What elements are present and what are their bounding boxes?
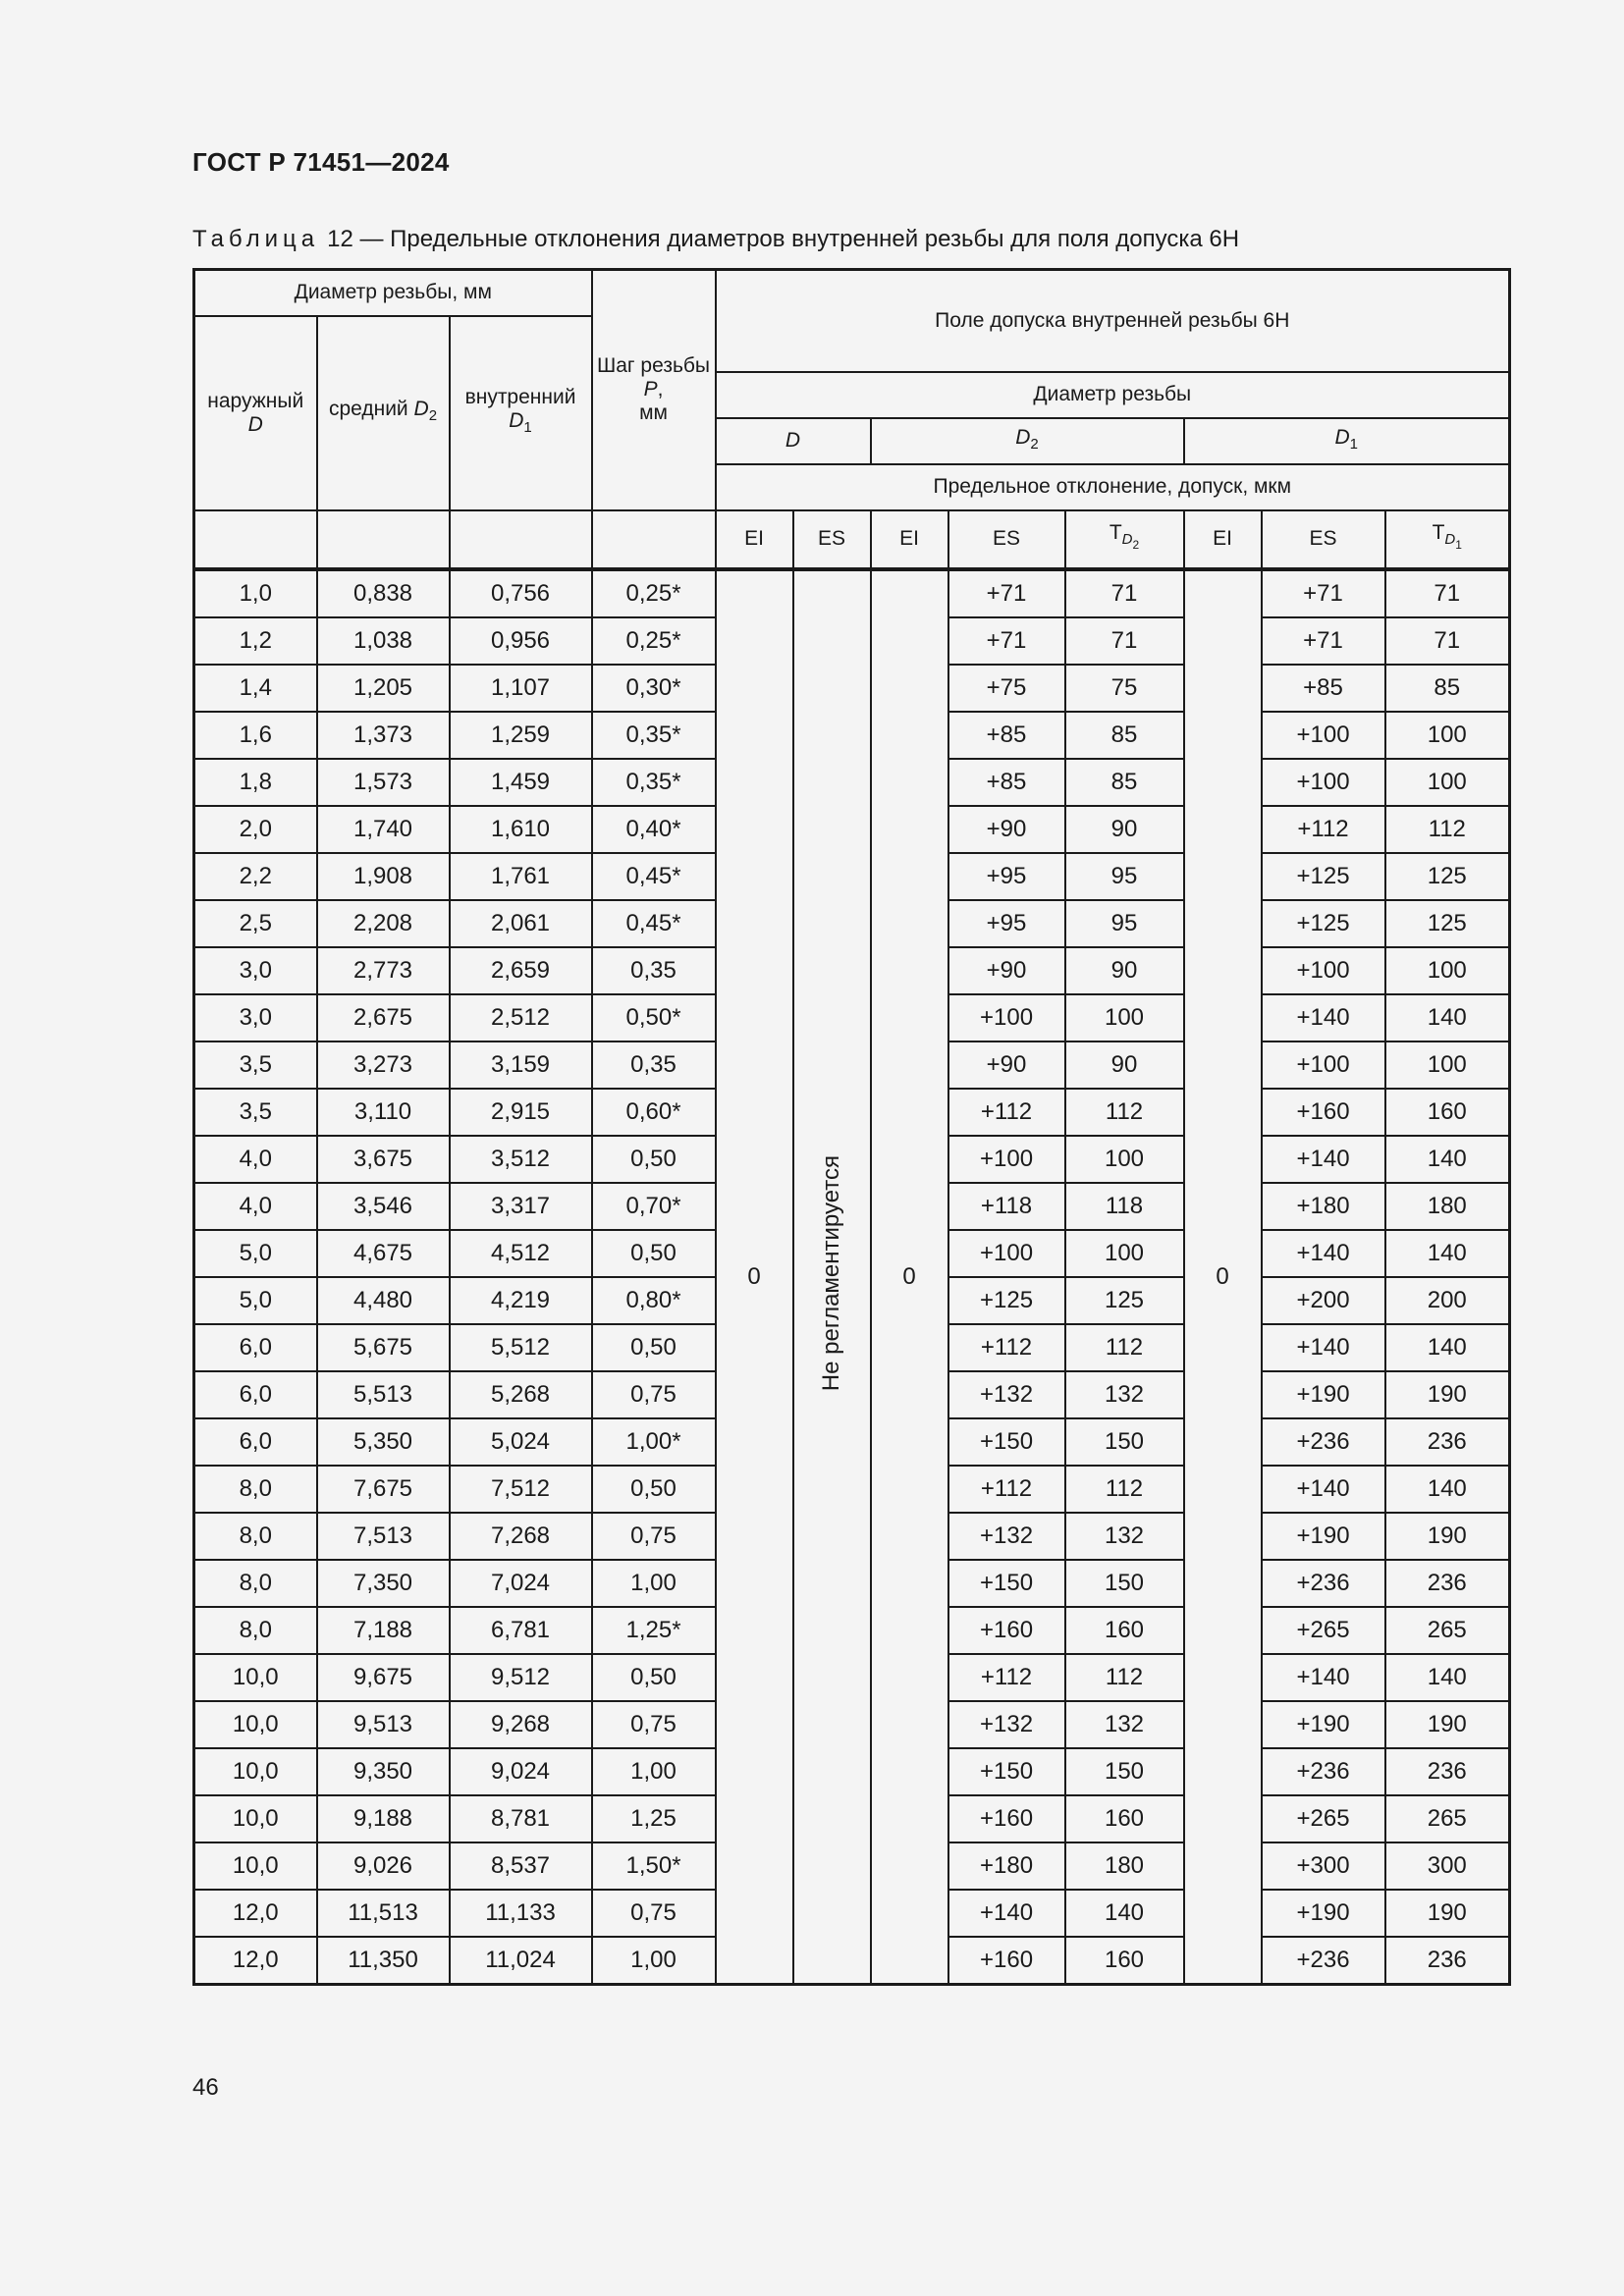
cell-d2-es: +90 bbox=[948, 806, 1065, 853]
cell-pitch: 0,30* bbox=[592, 665, 716, 712]
cell-td2: 75 bbox=[1065, 665, 1184, 712]
caption-prefix: Таблица bbox=[192, 226, 320, 252]
cell-outer-diameter: 5,0 bbox=[194, 1277, 317, 1324]
table-body bbox=[194, 569, 1510, 1985]
header-d2-ei: EI bbox=[871, 510, 948, 569]
cell-td1: 100 bbox=[1385, 947, 1510, 994]
cell-td1: 190 bbox=[1385, 1371, 1510, 1418]
cell-td2: 112 bbox=[1065, 1654, 1184, 1701]
cell-pitch: 0,25* bbox=[592, 617, 716, 665]
cell-td1: 140 bbox=[1385, 1654, 1510, 1701]
cell-td2: 112 bbox=[1065, 1466, 1184, 1513]
cell-outer-diameter: 2,2 bbox=[194, 853, 317, 900]
cell-d-ei bbox=[716, 569, 793, 1985]
cell-td2: 150 bbox=[1065, 1748, 1184, 1795]
cell-mean-diameter: 9,675 bbox=[317, 1654, 450, 1701]
cell-td2: 132 bbox=[1065, 1701, 1184, 1748]
cell-pitch: 0,75 bbox=[592, 1701, 716, 1748]
header-td1: $T_{D_1}$ bbox=[1385, 510, 1510, 569]
cell-outer-diameter: 2,0 bbox=[194, 806, 317, 853]
pitch-unit: мм bbox=[639, 401, 668, 425]
cell-pitch: 0,50 bbox=[592, 1654, 716, 1701]
inner-subscript: 1 bbox=[523, 419, 532, 436]
cell-td2: 112 bbox=[1065, 1324, 1184, 1371]
cell-d2-es: +112 bbox=[948, 1324, 1065, 1371]
cell-outer-diameter: 3,5 bbox=[194, 1089, 317, 1136]
cell-pitch: 1,25* bbox=[592, 1607, 716, 1654]
cell-outer-diameter: 6,0 bbox=[194, 1324, 317, 1371]
cell-d2-es: +100 bbox=[948, 994, 1065, 1041]
cell-mean-diameter: 7,675 bbox=[317, 1466, 450, 1513]
cell-d1-es: +100 bbox=[1262, 759, 1385, 806]
cell-outer-diameter: 1,2 bbox=[194, 617, 317, 665]
cell-td2: 85 bbox=[1065, 712, 1184, 759]
header-diameter-group: Диаметр резьбы bbox=[716, 372, 1510, 418]
cell-d1-es: +236 bbox=[1262, 1748, 1385, 1795]
cell-d2-es: +95 bbox=[948, 853, 1065, 900]
page-number: 46 bbox=[192, 2074, 219, 2101]
cell-pitch: 0,50 bbox=[592, 1230, 716, 1277]
cell-inner-diameter: 9,512 bbox=[450, 1654, 592, 1701]
cell-d2-es: +160 bbox=[948, 1607, 1065, 1654]
cell-td2: 140 bbox=[1065, 1890, 1184, 1937]
cell-pitch: 1,00 bbox=[592, 1748, 716, 1795]
cell-d2-es: +90 bbox=[948, 947, 1065, 994]
cell-mean-diameter: 3,273 bbox=[317, 1041, 450, 1089]
d2-symbol: D bbox=[1015, 425, 1031, 449]
cell-pitch: 0,35* bbox=[592, 712, 716, 759]
cell-d1-es: +190 bbox=[1262, 1513, 1385, 1560]
cell-td1: 100 bbox=[1385, 759, 1510, 806]
cell-td1: 265 bbox=[1385, 1795, 1510, 1842]
cell-d2-es: +125 bbox=[948, 1277, 1065, 1324]
cell-td2: 90 bbox=[1065, 1041, 1184, 1089]
cell-outer-diameter: 1,6 bbox=[194, 712, 317, 759]
cell-inner-diameter: 0,756 bbox=[450, 569, 592, 617]
cell-outer-diameter: 5,0 bbox=[194, 1230, 317, 1277]
cell-d2-es: +85 bbox=[948, 712, 1065, 759]
cell-d1-es: +300 bbox=[1262, 1842, 1385, 1890]
cell-inner-diameter: 5,512 bbox=[450, 1324, 592, 1371]
cell-d2-es: +160 bbox=[948, 1937, 1065, 1985]
cell-inner-diameter: 3,159 bbox=[450, 1041, 592, 1089]
header-outer-spacer bbox=[194, 510, 317, 569]
cell-inner-diameter: 6,781 bbox=[450, 1607, 592, 1654]
cell-mean-diameter: 1,373 bbox=[317, 712, 450, 759]
cell-pitch: 0,35 bbox=[592, 947, 716, 994]
header-pitch-spacer bbox=[592, 510, 716, 569]
cell-pitch: 0,35* bbox=[592, 759, 716, 806]
cell-td1: 140 bbox=[1385, 1466, 1510, 1513]
cell-d2-es: +100 bbox=[948, 1136, 1065, 1183]
cell-td2: 95 bbox=[1065, 900, 1184, 947]
cell-d2-es: +95 bbox=[948, 900, 1065, 947]
header-d2 bbox=[871, 418, 1184, 464]
cell-d1-es: +140 bbox=[1262, 1230, 1385, 1277]
cell-inner-diameter: 4,219 bbox=[450, 1277, 592, 1324]
cell-outer-diameter: 4,0 bbox=[194, 1183, 317, 1230]
cell-d1-es: +140 bbox=[1262, 994, 1385, 1041]
cell-td1: 140 bbox=[1385, 994, 1510, 1041]
cell-d2-es: +100 bbox=[948, 1230, 1065, 1277]
cell-pitch: 1,50* bbox=[592, 1842, 716, 1890]
cell-td2: 132 bbox=[1065, 1513, 1184, 1560]
cell-inner-diameter: 3,512 bbox=[450, 1136, 592, 1183]
cell-mean-diameter: 9,026 bbox=[317, 1842, 450, 1890]
cell-d1-es: +190 bbox=[1262, 1701, 1385, 1748]
d2-subscript: 2 bbox=[1030, 435, 1039, 453]
cell-mean-diameter: 1,573 bbox=[317, 759, 450, 806]
cell-outer-diameter: 4,0 bbox=[194, 1136, 317, 1183]
cell-td1: 190 bbox=[1385, 1701, 1510, 1748]
table-row bbox=[194, 569, 1510, 617]
cell-d1-es: +180 bbox=[1262, 1183, 1385, 1230]
cell-outer-diameter: 8,0 bbox=[194, 1513, 317, 1560]
cell-d-es bbox=[793, 569, 871, 1985]
cell-inner-diameter: 9,024 bbox=[450, 1748, 592, 1795]
cell-d2-es: +112 bbox=[948, 1654, 1065, 1701]
cell-d1-es: +100 bbox=[1262, 947, 1385, 994]
tolerance-table bbox=[192, 268, 1511, 1986]
header-d1 bbox=[1184, 418, 1510, 464]
cell-td2: 71 bbox=[1065, 569, 1184, 617]
cell-d2-es: +132 bbox=[948, 1513, 1065, 1560]
cell-pitch: 1,00 bbox=[592, 1560, 716, 1607]
cell-pitch: 0,75 bbox=[592, 1890, 716, 1937]
outer-symbol: D bbox=[247, 412, 263, 436]
cell-td2: 180 bbox=[1065, 1842, 1184, 1890]
header-td2: $T_{D_2}$ bbox=[1065, 510, 1184, 569]
cell-inner-diameter: 1,610 bbox=[450, 806, 592, 853]
cell-td1: 140 bbox=[1385, 1136, 1510, 1183]
cell-inner-diameter: 4,512 bbox=[450, 1230, 592, 1277]
cell-d1-ei-text: 0 bbox=[1216, 1262, 1229, 1290]
cell-outer-diameter: 3,0 bbox=[194, 994, 317, 1041]
cell-mean-diameter: 9,350 bbox=[317, 1748, 450, 1795]
cell-inner-diameter: 1,459 bbox=[450, 759, 592, 806]
cell-inner-diameter: 9,268 bbox=[450, 1701, 592, 1748]
cell-mean-diameter: 0,838 bbox=[317, 569, 450, 617]
d1-subscript: 1 bbox=[1349, 435, 1359, 453]
cell-outer-diameter: 10,0 bbox=[194, 1748, 317, 1795]
cell-pitch: 0,50 bbox=[592, 1324, 716, 1371]
header-d bbox=[716, 418, 871, 464]
cell-d1-es: +100 bbox=[1262, 1041, 1385, 1089]
cell-td1: 125 bbox=[1385, 900, 1510, 947]
cell-td2: 85 bbox=[1065, 759, 1184, 806]
cell-outer-diameter: 2,5 bbox=[194, 900, 317, 947]
inner-symbol: D bbox=[509, 409, 524, 432]
cell-td1: 71 bbox=[1385, 569, 1510, 617]
header-mean bbox=[317, 316, 450, 510]
cell-d2-es: +112 bbox=[948, 1089, 1065, 1136]
mean-label: средний bbox=[328, 398, 408, 420]
header-thread-diameter: Диаметр резьбы, мм bbox=[194, 270, 592, 316]
cell-inner-diameter: 1,761 bbox=[450, 853, 592, 900]
cell-pitch: 1,00 bbox=[592, 1937, 716, 1985]
cell-d1-es: +236 bbox=[1262, 1418, 1385, 1466]
cell-inner-diameter: 2,659 bbox=[450, 947, 592, 994]
cell-mean-diameter: 2,773 bbox=[317, 947, 450, 994]
cell-d1-es: +85 bbox=[1262, 665, 1385, 712]
cell-td2: 90 bbox=[1065, 806, 1184, 853]
cell-td2: 100 bbox=[1065, 994, 1184, 1041]
cell-pitch: 0,75 bbox=[592, 1513, 716, 1560]
cell-td2: 125 bbox=[1065, 1277, 1184, 1324]
cell-outer-diameter: 10,0 bbox=[194, 1654, 317, 1701]
cell-d1-es: +190 bbox=[1262, 1890, 1385, 1937]
cell-d-ei-text: 0 bbox=[747, 1262, 761, 1290]
cell-outer-diameter: 12,0 bbox=[194, 1937, 317, 1985]
cell-mean-diameter: 1,740 bbox=[317, 806, 450, 853]
cell-inner-diameter: 7,024 bbox=[450, 1560, 592, 1607]
cell-outer-diameter: 3,5 bbox=[194, 1041, 317, 1089]
cell-outer-diameter: 8,0 bbox=[194, 1560, 317, 1607]
cell-mean-diameter: 11,350 bbox=[317, 1937, 450, 1985]
header-mean-spacer bbox=[317, 510, 450, 569]
cell-inner-diameter: 0,956 bbox=[450, 617, 592, 665]
cell-mean-diameter: 5,675 bbox=[317, 1324, 450, 1371]
cell-d1-es: +140 bbox=[1262, 1466, 1385, 1513]
cell-td1: 200 bbox=[1385, 1277, 1510, 1324]
cell-td2: 160 bbox=[1065, 1937, 1184, 1985]
cell-td1: 125 bbox=[1385, 853, 1510, 900]
cell-d1-es: +125 bbox=[1262, 900, 1385, 947]
cell-td1: 160 bbox=[1385, 1089, 1510, 1136]
cell-mean-diameter: 11,513 bbox=[317, 1890, 450, 1937]
cell-td2: 160 bbox=[1065, 1795, 1184, 1842]
cell-d1-es: +160 bbox=[1262, 1089, 1385, 1136]
cell-td1: 236 bbox=[1385, 1418, 1510, 1466]
cell-mean-diameter: 1,038 bbox=[317, 617, 450, 665]
cell-d2-es: +71 bbox=[948, 569, 1065, 617]
cell-outer-diameter: 12,0 bbox=[194, 1890, 317, 1937]
cell-outer-diameter: 1,8 bbox=[194, 759, 317, 806]
cell-pitch: 0,45* bbox=[592, 853, 716, 900]
cell-mean-diameter: 9,188 bbox=[317, 1795, 450, 1842]
cell-td1: 112 bbox=[1385, 806, 1510, 853]
cell-td1: 300 bbox=[1385, 1842, 1510, 1890]
cell-td1: 140 bbox=[1385, 1324, 1510, 1371]
cell-outer-diameter: 10,0 bbox=[194, 1842, 317, 1890]
cell-mean-diameter: 7,350 bbox=[317, 1560, 450, 1607]
cell-td1: 190 bbox=[1385, 1513, 1510, 1560]
cell-d1-es: +112 bbox=[1262, 806, 1385, 853]
cell-td1: 236 bbox=[1385, 1560, 1510, 1607]
cell-td1: 71 bbox=[1385, 617, 1510, 665]
cell-d2-es: +160 bbox=[948, 1795, 1065, 1842]
cell-td2: 71 bbox=[1065, 617, 1184, 665]
header-tolerance-field: Поле допуска внутренней резьбы 6H bbox=[716, 270, 1510, 372]
cell-outer-diameter: 8,0 bbox=[194, 1466, 317, 1513]
header-d1-es: ES bbox=[1262, 510, 1385, 569]
d1-symbol: D bbox=[1334, 425, 1350, 449]
cell-td1: 265 bbox=[1385, 1607, 1510, 1654]
cell-d1-ei bbox=[1184, 569, 1262, 1985]
cell-td1: 236 bbox=[1385, 1937, 1510, 1985]
cell-d2-es: +150 bbox=[948, 1748, 1065, 1795]
cell-inner-diameter: 8,781 bbox=[450, 1795, 592, 1842]
cell-d1-es: +140 bbox=[1262, 1136, 1385, 1183]
cell-outer-diameter: 8,0 bbox=[194, 1607, 317, 1654]
cell-d1-es: +190 bbox=[1262, 1371, 1385, 1418]
cell-td1: 236 bbox=[1385, 1748, 1510, 1795]
cell-outer-diameter: 10,0 bbox=[194, 1701, 317, 1748]
table-caption bbox=[192, 226, 1239, 253]
cell-td2: 150 bbox=[1065, 1560, 1184, 1607]
cell-d1-es: +265 bbox=[1262, 1795, 1385, 1842]
header-inner-spacer bbox=[450, 510, 592, 569]
cell-d1-es: +125 bbox=[1262, 853, 1385, 900]
cell-d1-es: +236 bbox=[1262, 1937, 1385, 1985]
cell-d2-ei bbox=[871, 569, 948, 1985]
cell-outer-diameter: 1,0 bbox=[194, 569, 317, 617]
cell-td1: 100 bbox=[1385, 1041, 1510, 1089]
cell-outer-diameter: 1,4 bbox=[194, 665, 317, 712]
cell-pitch: 0,75 bbox=[592, 1371, 716, 1418]
cell-d1-es: +265 bbox=[1262, 1607, 1385, 1654]
outer-label: наружный bbox=[207, 389, 304, 412]
cell-pitch: 1,00* bbox=[592, 1418, 716, 1466]
cell-mean-diameter: 5,350 bbox=[317, 1418, 450, 1466]
cell-mean-diameter: 4,675 bbox=[317, 1230, 450, 1277]
inner-label: внутренний bbox=[464, 386, 576, 408]
cell-pitch: 0,25* bbox=[592, 569, 716, 617]
cell-inner-diameter: 1,107 bbox=[450, 665, 592, 712]
cell-outer-diameter: 6,0 bbox=[194, 1371, 317, 1418]
cell-mean-diameter: 2,675 bbox=[317, 994, 450, 1041]
cell-d1-es: +71 bbox=[1262, 617, 1385, 665]
cell-pitch: 0,80* bbox=[592, 1277, 716, 1324]
cell-inner-diameter: 2,061 bbox=[450, 900, 592, 947]
header-deviation: Предельное отклонение, допуск, мкм bbox=[716, 464, 1510, 510]
cell-td2: 95 bbox=[1065, 853, 1184, 900]
cell-td1: 190 bbox=[1385, 1890, 1510, 1937]
cell-d1-es: +100 bbox=[1262, 712, 1385, 759]
cell-mean-diameter: 9,513 bbox=[317, 1701, 450, 1748]
cell-td2: 90 bbox=[1065, 947, 1184, 994]
cell-pitch: 0,60* bbox=[592, 1089, 716, 1136]
caption-text: 12 — Предельные отклонения диаметров внутренней резьбы для поля допуска 6H bbox=[327, 226, 1240, 252]
cell-outer-diameter: 3,0 bbox=[194, 947, 317, 994]
cell-d2-es: +75 bbox=[948, 665, 1065, 712]
cell-inner-diameter: 5,024 bbox=[450, 1418, 592, 1466]
cell-d2-ei-text: 0 bbox=[902, 1262, 916, 1290]
cell-pitch: 0,40* bbox=[592, 806, 716, 853]
cell-mean-diameter: 3,110 bbox=[317, 1089, 450, 1136]
cell-d1-es: +140 bbox=[1262, 1654, 1385, 1701]
cell-td2: 160 bbox=[1065, 1607, 1184, 1654]
cell-td1: 100 bbox=[1385, 712, 1510, 759]
cell-td2: 118 bbox=[1065, 1183, 1184, 1230]
cell-d2-es: +132 bbox=[948, 1701, 1065, 1748]
cell-mean-diameter: 2,208 bbox=[317, 900, 450, 947]
cell-td1: 85 bbox=[1385, 665, 1510, 712]
cell-mean-diameter: 5,513 bbox=[317, 1371, 450, 1418]
document-header: ГОСТ Р 71451—2024 bbox=[192, 147, 450, 177]
header-d1-ei: EI bbox=[1184, 510, 1262, 569]
cell-inner-diameter: 1,259 bbox=[450, 712, 592, 759]
cell-d-es-text: Не регламентируется bbox=[818, 1154, 845, 1392]
header-outer bbox=[194, 316, 317, 510]
cell-d2-es: +150 bbox=[948, 1560, 1065, 1607]
cell-inner-diameter: 2,915 bbox=[450, 1089, 592, 1136]
mean-symbol: D bbox=[413, 398, 429, 420]
cell-mean-diameter: 3,546 bbox=[317, 1183, 450, 1230]
cell-d2-es: +180 bbox=[948, 1842, 1065, 1890]
cell-pitch: 0,70* bbox=[592, 1183, 716, 1230]
header-pitch: Шаг резьбы P, мм bbox=[592, 270, 716, 510]
cell-pitch: 0,45* bbox=[592, 900, 716, 947]
cell-mean-diameter: 7,188 bbox=[317, 1607, 450, 1654]
cell-mean-diameter: 4,480 bbox=[317, 1277, 450, 1324]
cell-inner-diameter: 8,537 bbox=[450, 1842, 592, 1890]
cell-pitch: 0,50 bbox=[592, 1466, 716, 1513]
cell-d2-es: +85 bbox=[948, 759, 1065, 806]
cell-inner-diameter: 2,512 bbox=[450, 994, 592, 1041]
pitch-label: Шаг резьбы bbox=[597, 354, 711, 378]
cell-pitch: 1,25 bbox=[592, 1795, 716, 1842]
cell-td2: 100 bbox=[1065, 1230, 1184, 1277]
cell-d2-es: +118 bbox=[948, 1183, 1065, 1230]
cell-d1-es: +200 bbox=[1262, 1277, 1385, 1324]
cell-mean-diameter: 3,675 bbox=[317, 1136, 450, 1183]
cell-pitch: 0,50* bbox=[592, 994, 716, 1041]
cell-inner-diameter: 3,317 bbox=[450, 1183, 592, 1230]
cell-td2: 132 bbox=[1065, 1371, 1184, 1418]
cell-d1-es: +140 bbox=[1262, 1324, 1385, 1371]
pitch-symbol: P bbox=[643, 378, 658, 401]
cell-d1-es: +71 bbox=[1262, 569, 1385, 617]
cell-td2: 112 bbox=[1065, 1089, 1184, 1136]
cell-mean-diameter: 1,205 bbox=[317, 665, 450, 712]
cell-inner-diameter: 11,133 bbox=[450, 1890, 592, 1937]
cell-d2-es: +140 bbox=[948, 1890, 1065, 1937]
cell-pitch: 0,50 bbox=[592, 1136, 716, 1183]
cell-td2: 100 bbox=[1065, 1136, 1184, 1183]
cell-td1: 140 bbox=[1385, 1230, 1510, 1277]
header-d-ei: EI bbox=[716, 510, 793, 569]
cell-td1: 180 bbox=[1385, 1183, 1510, 1230]
cell-d2-es: +132 bbox=[948, 1371, 1065, 1418]
cell-d2-es: +71 bbox=[948, 617, 1065, 665]
cell-pitch: 0,35 bbox=[592, 1041, 716, 1089]
cell-d2-es: +112 bbox=[948, 1466, 1065, 1513]
cell-mean-diameter: 7,513 bbox=[317, 1513, 450, 1560]
cell-mean-diameter: 1,908 bbox=[317, 853, 450, 900]
header-d-es: ES bbox=[793, 510, 871, 569]
header-d2-es: ES bbox=[948, 510, 1065, 569]
cell-outer-diameter: 10,0 bbox=[194, 1795, 317, 1842]
cell-td2: 150 bbox=[1065, 1418, 1184, 1466]
cell-inner-diameter: 5,268 bbox=[450, 1371, 592, 1418]
cell-d2-es: +150 bbox=[948, 1418, 1065, 1466]
d-symbol: D bbox=[785, 429, 801, 452]
cell-inner-diameter: 11,024 bbox=[450, 1937, 592, 1985]
mean-subscript: 2 bbox=[428, 407, 438, 424]
cell-outer-diameter: 6,0 bbox=[194, 1418, 317, 1466]
header-inner bbox=[450, 316, 592, 510]
cell-d1-es: +236 bbox=[1262, 1560, 1385, 1607]
cell-d2-es: +90 bbox=[948, 1041, 1065, 1089]
cell-inner-diameter: 7,512 bbox=[450, 1466, 592, 1513]
cell-inner-diameter: 7,268 bbox=[450, 1513, 592, 1560]
